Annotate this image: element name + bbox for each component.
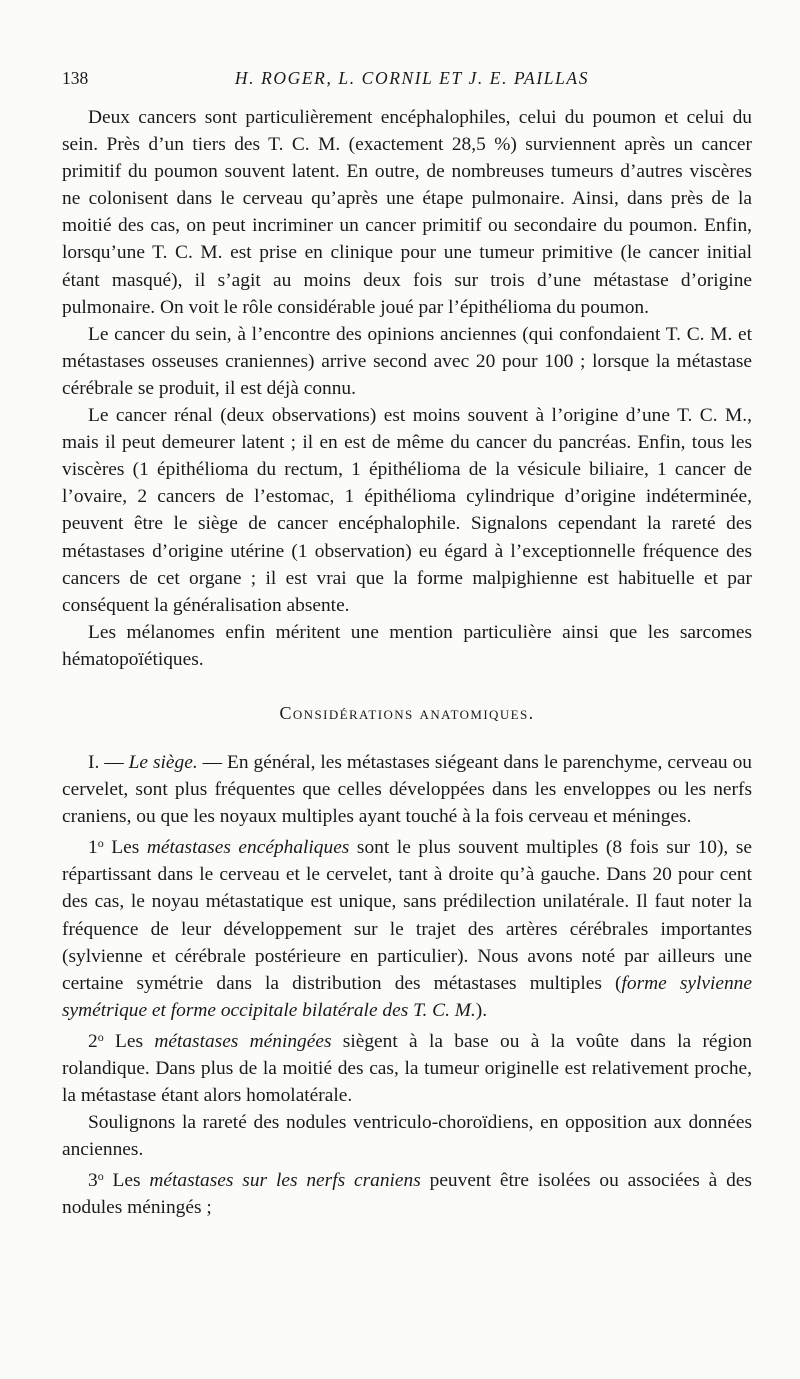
italic-phrase: forme sylvienne symétrique et forme occipitale bilatérale des T. C. M. — [62, 972, 752, 1021]
item-title: Le siège. — [128, 751, 198, 773]
paragraph — [62, 830, 752, 1024]
paragraph — [62, 749, 752, 830]
item-number: 2 — [88, 1030, 98, 1052]
paragraph: Le cancer rénal (deux observations) est moins souvent à l’origine d’une T. C. M., mais il peut demeurer latent ; il en est de même du cancer du pancréas. Enfin, tous les viscères (1 épithélioma du rectum, 1 épithélioma de la vésicule biliaire, 1 cancer de l’ovaire, 2 cancers de l’estomac, 1 épithélioma cylindrique d’origine indéterminée, peuvent être le siège de cancer encéphalophile. Signalons cependant la rareté des métastases d’origine utérine (1 observation) eu égard à l’exceptionnelle fréquence des cancers de cet organe ; il est vrai que la forme malpighienne est habituelle et par conséquent la généralisation absente. — [62, 405, 752, 616]
ordinal-mark: o — [97, 836, 104, 851]
item-title: métastases méningées — [154, 1030, 332, 1052]
paragraph — [62, 1024, 752, 1109]
body-text — [62, 104, 752, 1222]
running-head-authors: H. ROGER, L. CORNIL ET J. E. PAILLAS — [234, 68, 590, 88]
ordinal-mark: o — [97, 1029, 104, 1044]
paragraph — [62, 1163, 752, 1221]
item-label: I. — — [88, 751, 129, 773]
paragraph-text: Les — [103, 1030, 155, 1052]
item-title: métastases sur les nerfs craniens — [149, 1170, 421, 1192]
item-number: 3 — [88, 1170, 98, 1192]
paragraph-text: Les — [103, 1170, 150, 1192]
paragraph-text: Les — [103, 837, 147, 859]
paragraph: Deux cancers sont particulièrement encéphalophiles, celui du poumon et celui du sein. Près d’un tiers des T. C. M. (exactement 28,5 %) surviennent après un cancer primitif du poumon souvent latent. En outre, de nombreuses tumeurs d’autres viscères ne colonisent dans le cerveau qu’après une étape pulmonaire. Ainsi, dans près de la moitié des cas, on peut incriminer un cancer primitif ou secondaire du poumon. Enfin, lorsqu’une T. C. M. est prise en clinique pour une tumeur primitive (le cancer initial étant masqué), il s’agit au moins deux fois sur trois d’une métastase d’origine pulmonaire. On voit le rôle considérable joué par l’épithélioma du poumon. — [62, 107, 752, 318]
paragraph-text: siègent à la base ou à la voûte dans la région rolandique. Dans plus de la moitié des cas, la tumeur originelle est relativement proche, la métastase étant alors homolatérale. — [62, 1030, 752, 1107]
paragraph: Le cancer du sein, à l’encontre des opinions anciennes (qui confondaient T. C. M. et métastases osseuses craniennes) arrive second avec 20 pour 100 ; lorsque la métastase cérébrale se produit, il est déjà connu. — [62, 323, 752, 399]
page-number: 138 — [62, 68, 89, 88]
paragraph-text: peuvent être isolées ou associées à des nodules méningés ; — [62, 1170, 752, 1219]
section-title: Considérations anatomiques. — [279, 702, 535, 723]
item-title: métastases encéphaliques — [146, 837, 350, 859]
paragraph-text: sont le plus souvent multiples (8 fois sur 10), se répartissant dans le cerveau et le cervelet, tant à droite qu’à gauche. Dans 20 pour cent des cas, le noyau métastatique est unique, sans prédilection unilatérale. Il faut noter la fréquence de leur développement sur le trajet des artères cérébrales importantes (sylvienne et cérébrale postérieure en particulier). Nous avons noté par ailleurs une certaine symétrie dans la distribution des métastases multiples ( — [62, 837, 752, 994]
paragraph-text: — En général, les métastases siégeant dans le parenchyme, cerveau ou cervelet, sont plus fréquentes que celles développées dans les enveloppes ou les nerfs craniens, ou que les noyaux multiples ayant touché à la fois cerveau et méninges. — [62, 751, 752, 828]
paragraph: Les mélanomes enfin méritent une mention particulière ainsi que les sarcomes hématopoïétiques. — [62, 621, 752, 670]
paragraph: Soulignons la rareté des nodules ventriculo-choroïdiens, en opposition aux données anciennes. — [62, 1112, 752, 1161]
paragraph-text: ). — [475, 999, 488, 1021]
ordinal-mark: o — [97, 1169, 104, 1184]
running-head — [62, 68, 762, 92]
item-number: 1 — [88, 837, 98, 859]
